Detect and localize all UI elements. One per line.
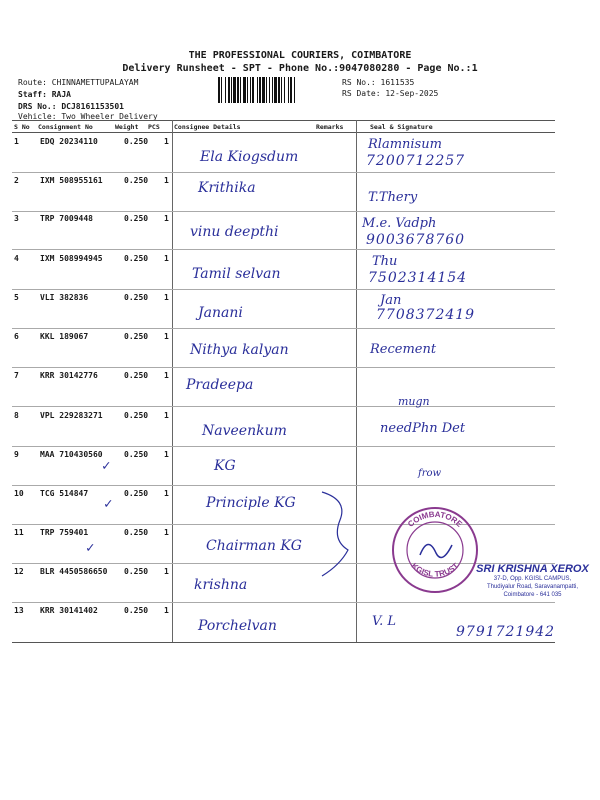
stamp-address-2: Thudiyalur Road, Saravanampatti, xyxy=(486,584,579,590)
row-consignment-no: EDQ 20234110 xyxy=(40,137,98,146)
row-consignment-no: KKL 189067 xyxy=(40,332,89,341)
stamp-address-1: 37-D, Opp. KGISL CAMPUS, xyxy=(493,576,572,582)
staff-value: RAJA xyxy=(51,90,71,99)
row-weight: 0.250 xyxy=(124,528,149,537)
drs-label: DRS No.: xyxy=(18,102,57,111)
row-phone-handwritten: 7200712257 xyxy=(366,153,466,169)
row-sno: 5 xyxy=(14,293,19,302)
row-signature: needPhn Det xyxy=(380,421,466,436)
row-consignment-no: VPL 229283271 xyxy=(40,411,103,420)
barcode-bar xyxy=(294,77,295,103)
col-consignment: Consignment No xyxy=(38,123,93,131)
rs-date-label: RS Date: xyxy=(342,89,381,98)
row-phone-handwritten: 9791721942 xyxy=(456,624,556,640)
row-signature: Jan xyxy=(380,293,402,308)
row-signature: M.e. Vadph xyxy=(362,216,437,231)
barcode-bar xyxy=(274,77,277,103)
row-consignment-no: BLR 4450586650 xyxy=(40,567,108,576)
barcode-bar xyxy=(221,77,222,103)
row-pcs: 1 xyxy=(164,411,169,420)
table-top-rule xyxy=(12,120,555,121)
barcode-image xyxy=(218,77,336,103)
rs-date-line xyxy=(342,88,438,100)
row-weight: 0.250 xyxy=(124,567,149,576)
row-weight: 0.250 xyxy=(124,254,149,263)
row-consignee-handwritten: krishna xyxy=(194,577,248,593)
barcode-bar xyxy=(252,77,254,103)
row-pcs: 1 xyxy=(164,214,169,223)
company-title: THE PROFESSIONAL COURIERS, COIMBATORE xyxy=(188,50,412,61)
col-seal-signature: Seal & Signature xyxy=(370,123,433,131)
row-consignee-handwritten: Krithika xyxy=(198,180,256,196)
row-pcs: 1 xyxy=(164,450,169,459)
barcode-bar xyxy=(259,77,261,103)
row-divider xyxy=(12,328,555,329)
row-consignment-no: KRR 30141402 xyxy=(40,606,98,615)
row-phone-handwritten: 7708372419 xyxy=(376,307,476,323)
row-signature: Recement xyxy=(370,342,437,357)
row8-note: mugn xyxy=(398,395,430,408)
row-phone-handwritten: 7502314154 xyxy=(368,270,468,286)
row-consignment-no: IXM 508994945 xyxy=(40,254,103,263)
barcode-bar xyxy=(237,77,239,103)
row-sno: 7 xyxy=(14,371,19,380)
barcode-bar xyxy=(281,77,282,103)
table-header-rule xyxy=(12,132,555,133)
barcode-bar xyxy=(284,77,285,103)
barcode-bar xyxy=(288,77,289,103)
barcode-bar xyxy=(266,77,267,103)
row-signature: Rlamnisum xyxy=(368,137,442,152)
seal-top-text: COIMBATORE xyxy=(406,509,464,529)
row-pcs: 1 xyxy=(164,176,169,185)
row-consignment-no: TRP 7009448 xyxy=(40,214,93,223)
row-pcs: 1 xyxy=(164,293,169,302)
row-pcs: 1 xyxy=(164,332,169,341)
col-weight: Weight xyxy=(115,123,139,131)
stamp-shop-name: SRI KRISHNA XEROX xyxy=(476,563,589,575)
row-consignee-handwritten: Porchelvan xyxy=(198,618,277,634)
row-weight: 0.250 xyxy=(124,489,149,498)
row-pcs: 1 xyxy=(164,528,169,537)
vehicle-line xyxy=(18,111,158,123)
row-weight: 0.250 xyxy=(124,214,149,223)
runsheet-subtitle: Delivery Runsheet - SPT - Phone No.:9047080280 - Page No.:1 xyxy=(122,63,478,74)
shop-rubber-stamp xyxy=(470,555,595,615)
row-signature: T.Thery xyxy=(368,190,418,205)
row-consignee-handwritten: Nithya kalyan xyxy=(190,342,289,358)
rs-no-value: 1611535 xyxy=(380,78,415,87)
row-signature: V. L xyxy=(372,614,397,629)
row-sno: 11 xyxy=(14,528,24,537)
col-consignee: Consignee Details xyxy=(174,123,241,131)
row-pcs: 1 xyxy=(164,254,169,263)
row-phone-handwritten: 9003678760 xyxy=(366,232,466,248)
row-divider xyxy=(12,172,555,173)
barcode-bar xyxy=(269,77,270,103)
vehicle-label: Vehicle: xyxy=(18,112,57,121)
check-mark-icon: ✓ xyxy=(86,540,95,556)
row-consignee-handwritten: vinu deepthi xyxy=(190,224,279,240)
row-weight: 0.250 xyxy=(124,606,149,615)
barcode-bar xyxy=(243,77,246,103)
row-sno: 2 xyxy=(14,176,19,185)
row-consignment-no: TRP 759401 xyxy=(40,528,89,537)
row-consignment-no: KRR 30142776 xyxy=(40,371,98,380)
row-consignee-handwritten: Pradeepa xyxy=(186,377,254,393)
row-signature: Thu xyxy=(372,254,398,269)
barcode-bar xyxy=(231,77,232,103)
staff-line xyxy=(18,89,71,101)
row-divider xyxy=(12,406,555,407)
drs-value: DCJ8161153501 xyxy=(61,102,124,111)
col-sno: S No xyxy=(14,123,30,131)
barcode-bar xyxy=(247,77,248,103)
barcode-bar xyxy=(225,77,226,103)
round-seal-stamp xyxy=(390,505,480,595)
staff-label: Staff: xyxy=(18,90,47,99)
row-sno: 10 xyxy=(14,489,24,498)
row-consignment-no: VLI 382836 xyxy=(40,293,89,302)
barcode-bar xyxy=(262,77,265,103)
row-weight: 0.250 xyxy=(124,137,149,146)
row-divider xyxy=(12,289,555,290)
row-weight: 0.250 xyxy=(124,293,149,302)
row-consignment-no: IXM 508955161 xyxy=(40,176,103,185)
route-value: CHINNAMETTUPALAYAM xyxy=(51,78,139,87)
row-pcs: 1 xyxy=(164,606,169,615)
barcode-bar xyxy=(272,77,273,103)
route-line xyxy=(18,77,138,89)
check-mark-icon: ✓ xyxy=(102,458,111,474)
row-divider xyxy=(12,211,555,212)
stamp-address-3: Coimbatore - 641 035 xyxy=(503,592,562,598)
row-pcs: 1 xyxy=(164,371,169,380)
row-sno: 12 xyxy=(14,567,24,576)
barcode-bar xyxy=(250,77,251,103)
row-weight: 0.250 xyxy=(124,332,149,341)
row-consignee-handwritten: Janani xyxy=(198,305,243,321)
row-sno: 9 xyxy=(14,450,19,459)
barcode-bar xyxy=(228,77,230,103)
row-weight: 0.250 xyxy=(124,176,149,185)
row-consignee-handwritten: Tamil selvan xyxy=(192,266,281,282)
row-consignee-handwritten: Naveenkum xyxy=(202,423,287,439)
barcode-bar xyxy=(290,77,292,103)
row-sno: 3 xyxy=(14,214,19,223)
row-consignee-handwritten: Chairman KG xyxy=(206,538,302,554)
col-remarks: Remarks xyxy=(316,123,344,131)
route-label: Route: xyxy=(18,78,47,87)
row-sno: 4 xyxy=(14,254,19,263)
row-divider xyxy=(12,367,555,368)
row-sno: 13 xyxy=(14,606,24,615)
rs-no-label: RS No.: xyxy=(342,78,376,87)
barcode-bar xyxy=(278,77,280,103)
rs-date-value: 12-Sep-2025 xyxy=(385,89,439,98)
row-divider xyxy=(12,249,555,250)
row-consignee-handwritten: Principle KG xyxy=(206,495,296,511)
row-consignee-handwritten: Ela Kiogsdum xyxy=(200,149,299,165)
check-mark-icon: ✓ xyxy=(104,496,113,512)
row-consignment-no: MAA 710430560 xyxy=(40,450,103,459)
row-divider xyxy=(12,446,555,447)
barcode-bar xyxy=(218,77,220,103)
row-consignment-no: TCG 514847 xyxy=(40,489,89,498)
seal-bottom-text: KGISL TRUST xyxy=(409,561,461,579)
row-divider xyxy=(12,485,555,486)
barcode-bar xyxy=(257,77,258,103)
bracket-mark-icon xyxy=(318,490,358,580)
row-sno: 8 xyxy=(14,411,19,420)
row-sno: 1 xyxy=(14,137,19,146)
row-pcs: 1 xyxy=(164,137,169,146)
barcode-bar xyxy=(240,77,241,103)
row-pcs: 1 xyxy=(164,567,169,576)
barcode-bar xyxy=(233,77,236,103)
row-weight: 0.250 xyxy=(124,450,149,459)
row-consignee-handwritten: KG xyxy=(214,458,236,474)
row-sno: 6 xyxy=(14,332,19,341)
row-weight: 0.250 xyxy=(124,371,149,380)
col-pcs: PCS xyxy=(148,123,160,131)
row-weight: 0.250 xyxy=(124,411,149,420)
row-pcs: 1 xyxy=(164,489,169,498)
svg-text:KGISL TRUST xyxy=(410,561,461,579)
table-bottom-rule xyxy=(12,642,555,643)
vehicle-value: Two Wheeler Delivery xyxy=(61,112,158,121)
row9-note: frow xyxy=(418,468,442,479)
